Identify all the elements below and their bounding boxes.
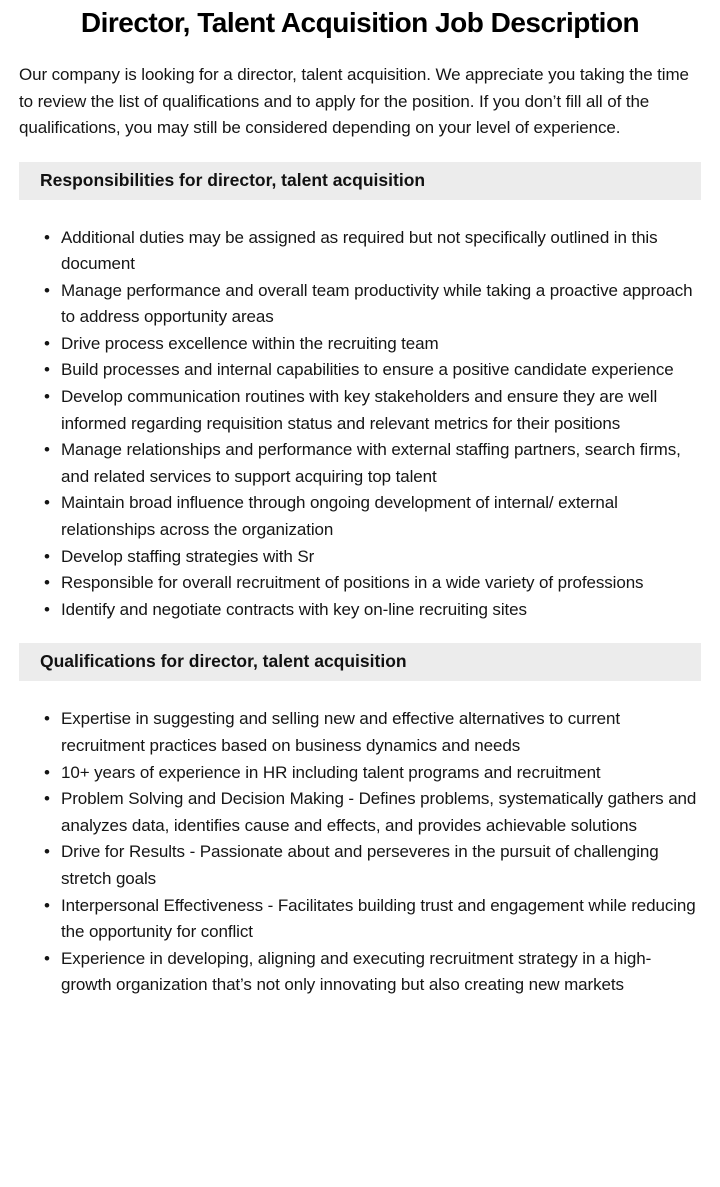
list-item: • Drive process excellence within the recruiting team <box>61 331 701 358</box>
list-item: • Build processes and internal capabilities to ensure a positive candidate experience <box>61 357 701 384</box>
list-item: • Additional duties may be assigned as required but not specifically outlined in this document <box>61 225 701 278</box>
list-item: • Maintain broad influence through ongoing development of internal/ external relationships across the organization <box>61 490 701 543</box>
list-item: • Responsible for overall recruitment of positions in a wide variety of professions <box>61 570 701 597</box>
list-item: • Interpersonal Effectiveness - Facilitates building trust and engagement while reducing the opportunity for conflict <box>61 893 701 946</box>
list-item: • Problem Solving and Decision Making - Defines problems, systematically gathers and analyzes data, identifies cause and effects, and provides achievable solutions <box>61 786 701 839</box>
intro-paragraph: Our company is looking for a director, talent acquisition. We appreciate you taking the time to review the list of qualifications and to apply for the position. If you don’t fill all of the qualifications, you may still be considered depending on your level of experience. <box>19 65 689 137</box>
section-header-responsibilities: Responsibilities for director, talent acquisition <box>19 162 701 200</box>
list-item: • Experience in developing, aligning and executing recruitment strategy in a high-growth organization that’s not only innovating but also creating new markets <box>61 946 701 999</box>
list-item: • Manage relationships and performance with external staffing partners, search firms, and related services to support acquiring top talent <box>61 437 701 490</box>
responsibilities-list <box>19 225 701 624</box>
list-item: • 10+ years of experience in HR including talent programs and recruitment <box>61 760 701 787</box>
list-item: • Manage performance and overall team productivity while taking a proactive approach to address opportunity areas <box>61 278 701 331</box>
list-item: • Identify and negotiate contracts with key on-line recruiting sites <box>61 597 701 624</box>
list-item: • Expertise in suggesting and selling new and effective alternatives to current recruitment practices based on business dynamics and needs <box>61 706 701 759</box>
page-title: Director, Talent Acquisition Job Description <box>80 7 640 38</box>
section-header-qualifications: Qualifications for director, talent acquisition <box>19 643 701 681</box>
list-item: • Develop staffing strategies with Sr <box>61 544 701 571</box>
list-item: • Drive for Results - Passionate about and perseveres in the pursuit of challenging stretch goals <box>61 839 701 892</box>
list-item: • Develop communication routines with key stakeholders and ensure they are well informed regarding requisition status and relevant metrics for their positions <box>61 384 701 437</box>
qualifications-list <box>19 706 701 999</box>
